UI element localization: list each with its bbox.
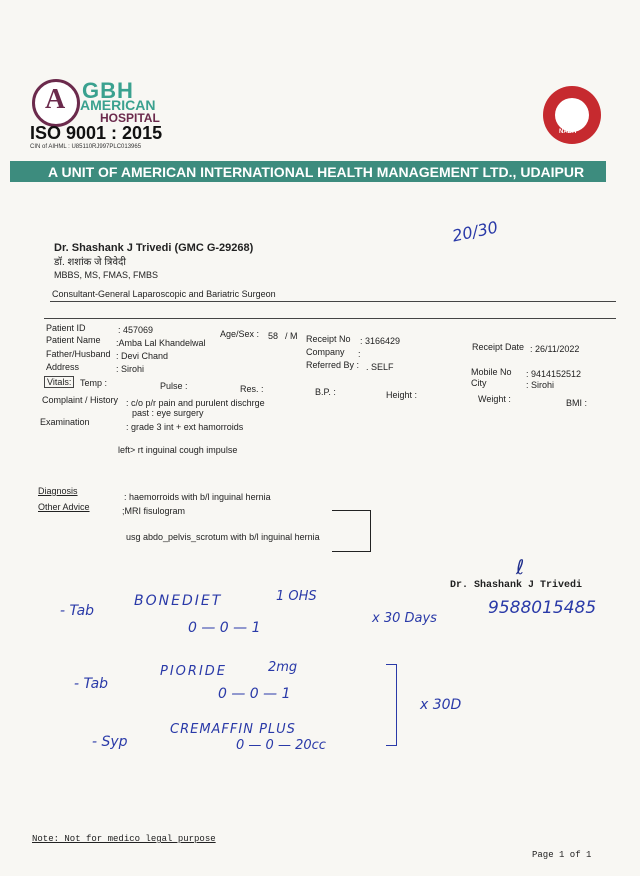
rx-group-duration: x 30D bbox=[420, 697, 462, 713]
other-advice-line2: usg abdo_pelvis_scrotum with b/l inguinal hernia bbox=[126, 532, 320, 542]
rx-drug: CREMAFFIN PLUS bbox=[170, 722, 296, 737]
rx-prefix: - Tab bbox=[60, 603, 95, 619]
doctor-name-hindi: डॉ. शशांक जे त्रिवेदी bbox=[54, 257, 126, 268]
signature-name: Dr. Shashank J Trivedi bbox=[450, 580, 583, 591]
divider bbox=[50, 301, 616, 302]
rx-bracket bbox=[386, 664, 397, 746]
patient-id: : 457069 bbox=[118, 325, 154, 335]
doctor-name: Dr. Shashank J Trivedi (GMC G-29268) bbox=[54, 242, 254, 254]
city-value: : Sirohi bbox=[526, 380, 555, 390]
signature-mark: ℓ bbox=[516, 555, 525, 579]
rx-dose: 2mg bbox=[268, 660, 298, 675]
vitals-height: Height : bbox=[386, 390, 418, 400]
rx-drug: BONEDIET bbox=[134, 593, 223, 609]
brand-main: GBH bbox=[82, 78, 134, 103]
vitals-bp: B.P. : bbox=[315, 387, 336, 397]
vitals-label: Vitals: bbox=[44, 376, 74, 388]
city-label: City bbox=[471, 378, 487, 388]
referred-value: . SELF bbox=[366, 362, 394, 372]
logo-letter: A bbox=[45, 84, 66, 115]
vitals-temp: Temp : bbox=[80, 378, 108, 388]
doctor-role: Consultant-General Laparoscopic and Bariatric Surgeon bbox=[52, 289, 276, 299]
examination-line2: left> rt inguinal cough impulse bbox=[118, 445, 238, 455]
rx-schedule: 0 — 0 — 20cc bbox=[236, 738, 326, 753]
complaint-label: Complaint / History bbox=[42, 395, 119, 405]
cin-number: CIN of AIHML : U85110RJ997PLC013965 bbox=[30, 144, 142, 150]
receipt-no: : 3166429 bbox=[360, 336, 401, 346]
sex-value: / M bbox=[285, 331, 298, 341]
rx-prefix: - Syp bbox=[92, 734, 128, 750]
vitals-res: Res. : bbox=[240, 384, 264, 394]
page-number: Page 1 of 1 bbox=[532, 850, 592, 860]
examination-label: Examination bbox=[40, 417, 90, 427]
address-label: Address bbox=[46, 362, 80, 372]
rx-schedule: 0 — 0 — 1 bbox=[218, 686, 291, 702]
receipt-date-label: Receipt Date bbox=[472, 342, 525, 352]
rx-schedule: 0 — 0 — 1 bbox=[188, 620, 261, 636]
divider bbox=[44, 318, 616, 319]
doctor-qualifications: MBBS, MS, FMAS, FMBS bbox=[54, 270, 159, 280]
father-name: : Devi Chand bbox=[116, 351, 169, 361]
brand-sub: AMERICAN bbox=[80, 97, 156, 113]
diagnosis-label: Diagnosis bbox=[38, 486, 78, 496]
rx-dose: 1 OHS bbox=[276, 589, 317, 604]
age-value: 58 bbox=[268, 331, 279, 341]
complaint-line2: past : eye surgery bbox=[132, 408, 204, 418]
footer-note: Note: Not for medico legal purpose bbox=[32, 834, 216, 844]
patient-name: :Amba Lal Khandelwal bbox=[116, 338, 206, 348]
referred-label: Referred By : bbox=[306, 360, 360, 370]
advice-bracket bbox=[332, 510, 371, 552]
iso-certification: ISO 9001 : 2015 bbox=[30, 123, 163, 143]
vitals-bmi: BMI : bbox=[566, 398, 588, 408]
receipt-no-label: Receipt No bbox=[306, 334, 351, 344]
patient-name-label: Patient Name bbox=[46, 335, 101, 345]
company-label: Company bbox=[306, 347, 345, 357]
vitals-weight: Weight : bbox=[478, 394, 511, 404]
address-value: : Sirohi bbox=[116, 364, 145, 374]
mobile-label: Mobile No bbox=[471, 367, 512, 377]
rx-prefix: - Tab bbox=[74, 676, 109, 692]
receipt-date: : 26/11/2022 bbox=[530, 344, 580, 354]
examination-line1: : grade 3 int + ext hamorroids bbox=[126, 422, 244, 432]
nabh-seal-center bbox=[555, 98, 589, 132]
other-advice-label: Other Advice bbox=[38, 502, 90, 512]
diagnosis-value: : haemorroids with b/l inguinal hernia bbox=[124, 492, 271, 502]
rx-drug: PIORIDE bbox=[160, 664, 227, 679]
company-value: : bbox=[358, 349, 361, 359]
handwritten-serial: 20/30 bbox=[450, 217, 500, 246]
age-sex-label: Age/Sex : bbox=[220, 329, 260, 339]
vitals-pulse: Pulse : bbox=[160, 381, 188, 391]
patient-id-label: Patient ID bbox=[46, 323, 86, 333]
complaint-line1: : c/o p/r pain and purulent dischrge bbox=[126, 398, 265, 408]
banner-text: A UNIT OF AMERICAN INTERNATIONAL HEALTH MANAGEMENT LTD., UDAIPUR bbox=[48, 164, 585, 180]
nabh-label: NABH bbox=[559, 129, 577, 135]
signature-phone: 9588015485 bbox=[488, 598, 597, 618]
other-advice-line1: ;MRI fisulogram bbox=[122, 506, 186, 516]
father-label: Father/Husband bbox=[46, 349, 111, 359]
mobile-value: : 9414152512 bbox=[526, 369, 582, 379]
rx-duration: x 30 Days bbox=[372, 611, 437, 626]
brand-hospital: HOSPITAL bbox=[100, 111, 160, 125]
